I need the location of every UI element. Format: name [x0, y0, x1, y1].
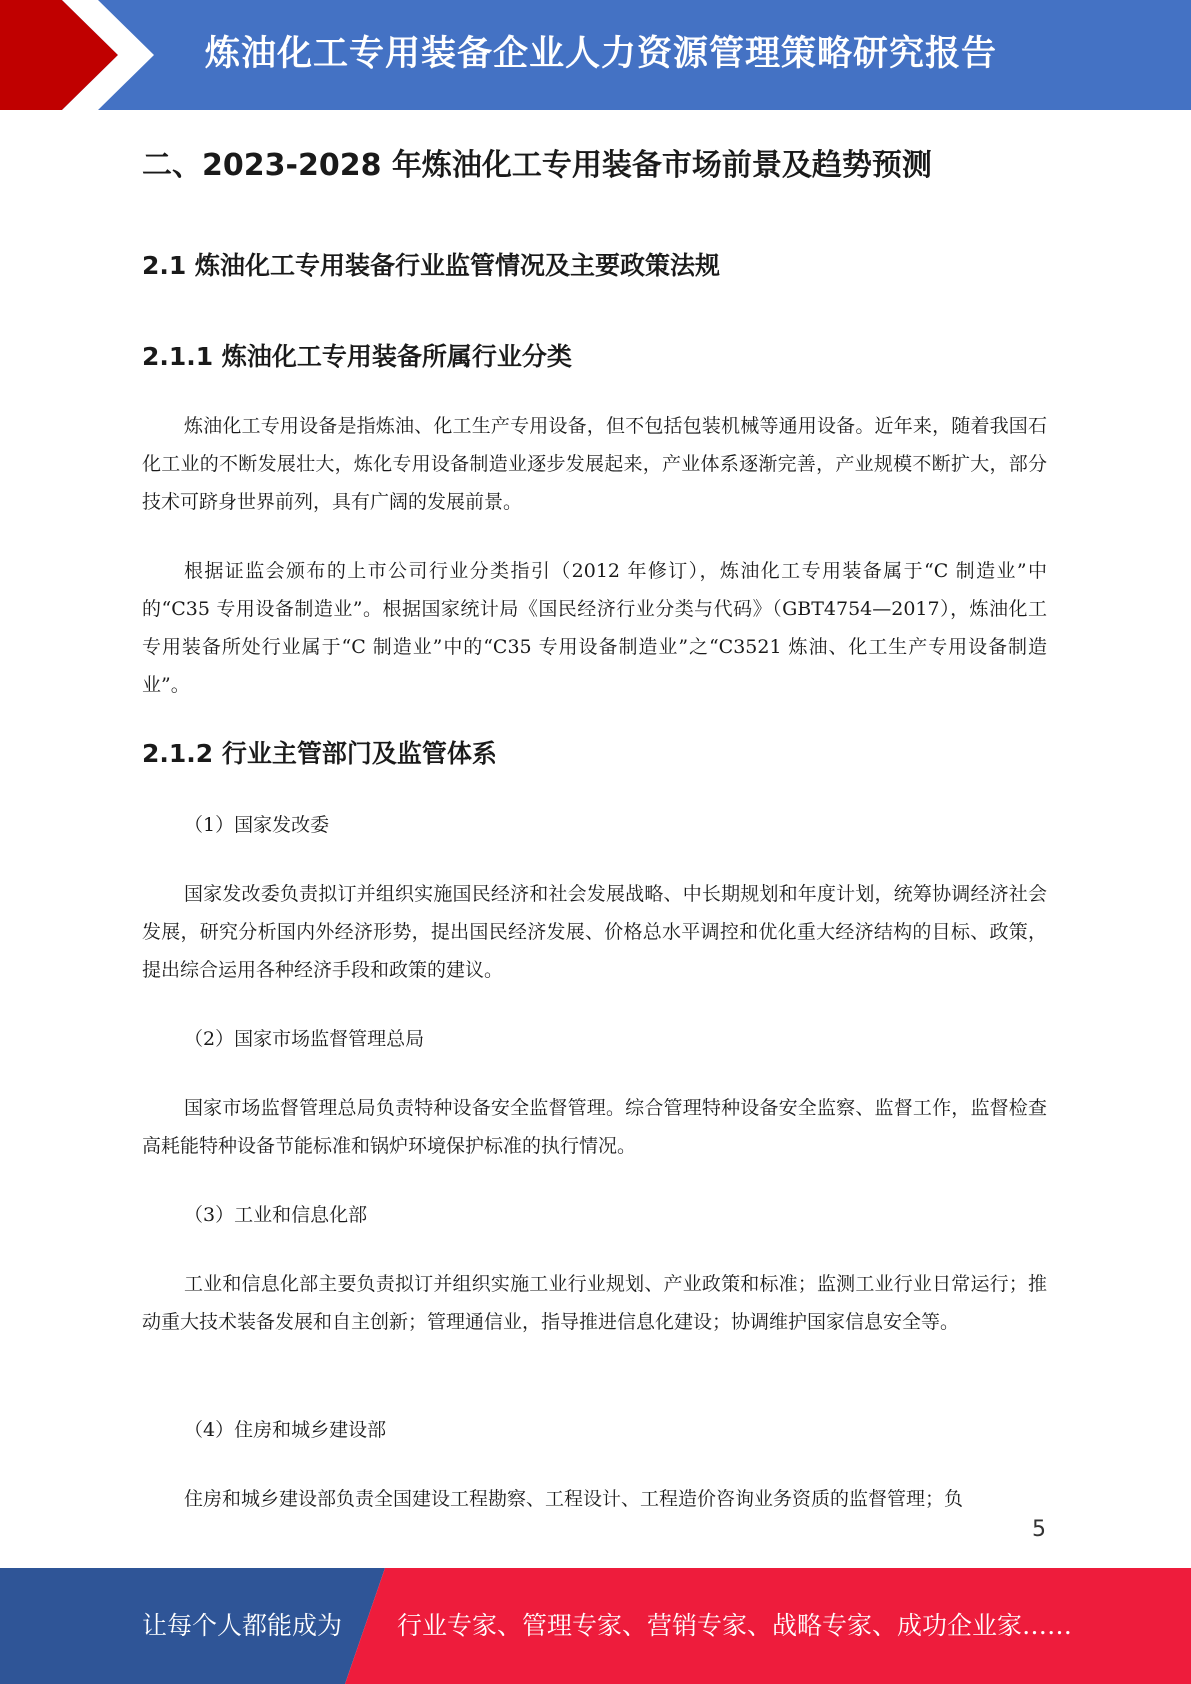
regulator-label-miit: （3）工业和信息化部: [184, 1204, 368, 1226]
footer-slogan-right: 行业专家、管理专家、营销专家、战略专家、成功企业家……: [397, 1611, 1073, 1640]
chapter-heading: 二、2023-2028 年炼油化工专用装备市场前景及趋势预测: [142, 148, 932, 183]
header-banner: [0, 0, 1191, 110]
page-number: 5: [1032, 1517, 1046, 1542]
report-title: 炼油化工专用装备企业人力资源管理策略研究报告: [205, 34, 998, 74]
footer-banner: [0, 1568, 1191, 1684]
subsection-heading-classification: 2.1.1 炼油化工专用装备所属行业分类: [142, 342, 572, 371]
paragraph-industry-definition: 炼油化工专用设备是指炼油、化工生产专用设备，但不包括包装机械等通用设备。近年来，随着我国石化工业的不断发展壮大，炼化专用设备制造业逐步发展起来，产业体系逐渐完善，产业规模不断扩大，部分技术可跻身世界前列，具有广阔的发展前景。: [142, 415, 1047, 513]
regulator-label-mohurd: （4）住房和城乡建设部: [184, 1419, 387, 1441]
paragraph-industry-classification: 根据证监会颁布的上市公司行业分类指引（2012 年修订），炼油化工专用装备属于“C 制造业”中的“C35 专用设备制造业”。根据国家统计局《国民经济行业分类与代码》（GBT4754—2017），炼油化工专用装备所处行业属于“C 制造业”中的“C35 专用设备制造业”之“C3521 炼油、化工生产专用设备制造业”。: [142, 560, 1047, 696]
subsection-heading-regulators: 2.1.2 行业主管部门及监管体系: [142, 739, 497, 768]
paragraph-mohurd: 住房和城乡建设部负责全国建设工程勘察、工程设计、工程造价咨询业务资质的监督管理；负: [184, 1488, 964, 1510]
paragraph-ndrc: 国家发改委负责拟订并组织实施国民经济和社会发展战略、中长期规划和年度计划，统筹协调经济社会发展，研究分析国内外经济形势，提出国民经济发展、价格总水平调控和优化重大经济结构的目标、政策，提出综合运用各种经济手段和政策的建议。: [142, 883, 1047, 981]
paragraph-samr: 国家市场监督管理总局负责特种设备安全监督管理。综合管理特种设备安全监察、监督工作，监督检查高耗能特种设备节能标准和锅炉环境保护标准的执行情况。: [142, 1097, 1047, 1157]
footer-slogan-left: 让每个人都能成为: [142, 1611, 343, 1640]
chevron-arrow-icon: [0, 0, 160, 110]
section-heading: 2.1 炼油化工专用装备行业监管情况及主要政策法规: [142, 251, 720, 280]
paragraph-miit: 工业和信息化部主要负责拟订并组织实施工业行业规划、产业政策和标准；监测工业行业日常运行；推动重大技术装备发展和自主创新；管理通信业，指导推进信息化建设；协调维护国家信息安全等。: [142, 1273, 1047, 1333]
regulator-label-ndrc: （1）国家发改委: [184, 814, 330, 836]
regulator-label-samr: （2）国家市场监督管理总局: [184, 1028, 425, 1050]
